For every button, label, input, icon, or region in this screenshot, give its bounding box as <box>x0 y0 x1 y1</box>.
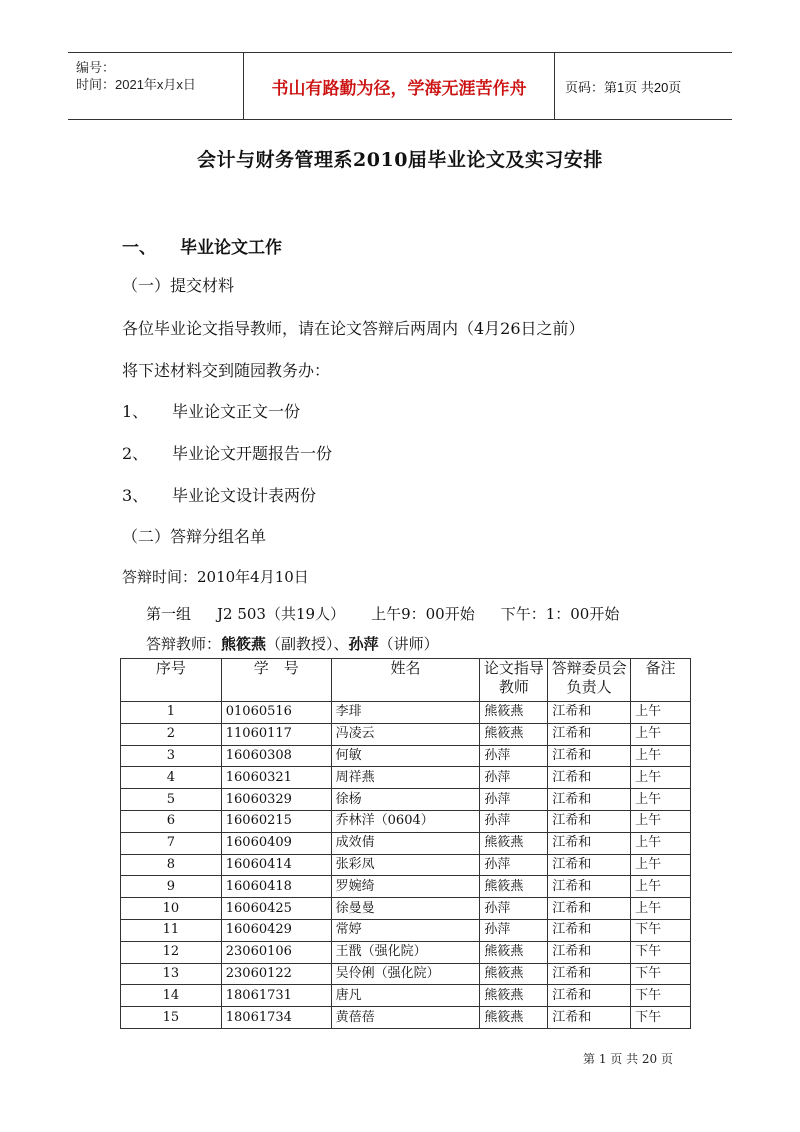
table-cell: 江希和 <box>548 745 631 767</box>
table-cell: 孙萍 <box>480 810 548 832</box>
teachers-label: 答辩教师： <box>146 635 222 653</box>
table-row <box>121 854 691 876</box>
table-cell: 16060329 <box>221 789 331 811</box>
column-header: 备注 <box>631 659 691 702</box>
column-header: 答辩委员会负责人 <box>548 659 631 702</box>
table-cell: 王戬（强化院） <box>331 941 480 963</box>
table-cell: 15 <box>121 1007 222 1029</box>
list-item-number: 1、 <box>122 402 149 421</box>
table-cell: 江希和 <box>548 789 631 811</box>
teacher-title: （副教授）、 <box>266 635 349 653</box>
list-item-text: 毕业论文开题报告一份 <box>172 444 333 463</box>
table-cell: 16060321 <box>221 767 331 789</box>
table-cell: 上午 <box>631 723 691 745</box>
teacher-name: 熊筱燕 <box>221 635 267 653</box>
table-cell: 熊筱燕 <box>480 941 548 963</box>
table-cell: 上午 <box>631 745 691 767</box>
table-cell: 常婷 <box>331 919 480 941</box>
table-cell: 4 <box>121 767 222 789</box>
table-cell: 罗婉绮 <box>331 876 480 898</box>
table-cell: 孙萍 <box>480 919 548 941</box>
table-cell: 吴伶俐（强化院） <box>331 963 480 985</box>
table-cell: 13 <box>121 963 222 985</box>
table-cell: 16060409 <box>221 832 331 854</box>
table-cell: 江希和 <box>548 941 631 963</box>
table-cell: 江希和 <box>548 723 631 745</box>
table-row <box>121 810 691 832</box>
table-cell: 12 <box>121 941 222 963</box>
table-cell: 11 <box>121 919 222 941</box>
defense-group-table <box>120 658 691 1029</box>
table-cell: 江希和 <box>548 876 631 898</box>
teacher-name: 孙萍 <box>348 635 379 653</box>
table-cell: 乔林洋（0604） <box>331 810 480 832</box>
table-row <box>121 789 691 811</box>
table-cell: 李琲 <box>331 702 480 724</box>
subsection-materials: （一）提交材料 <box>122 276 235 295</box>
paragraph-line-1: 各位毕业论文指导教师，请在论文答辩后两周内（4月26日之前） <box>122 319 585 338</box>
subsection-defense-groups: （二）答辩分组名单 <box>122 527 267 546</box>
table-cell: 熊筱燕 <box>480 832 548 854</box>
table-cell: 张彩凤 <box>331 854 480 876</box>
table-cell: 下午 <box>631 963 691 985</box>
table-cell: 23060122 <box>221 963 331 985</box>
list-item-number: 2、 <box>122 444 149 463</box>
table-cell: 何敏 <box>331 745 480 767</box>
table-cell: 江希和 <box>548 854 631 876</box>
table-cell: 下午 <box>631 985 691 1007</box>
table-cell: 18061734 <box>221 1007 331 1029</box>
table-header-row <box>121 659 691 702</box>
header-meta <box>68 53 243 119</box>
table-cell: 上午 <box>631 898 691 920</box>
list-item-text: 毕业论文设计表两份 <box>172 486 317 505</box>
defense-teachers <box>146 633 439 654</box>
table-cell: 上午 <box>631 789 691 811</box>
table-row <box>121 1007 691 1029</box>
column-header: 论文指导教师 <box>480 659 548 702</box>
table-cell: 江希和 <box>548 702 631 724</box>
section-number: 一、 <box>122 238 156 258</box>
group-name: 第一组 <box>146 605 192 623</box>
table-cell: 8 <box>121 854 222 876</box>
defense-time: 答辩时间：2010年4月10日 <box>122 568 309 586</box>
section-heading <box>122 233 282 258</box>
table-row <box>121 963 691 985</box>
table-cell: 江希和 <box>548 919 631 941</box>
table-cell: 孙萍 <box>480 789 548 811</box>
page-header <box>68 52 732 120</box>
table-cell: 上午 <box>631 810 691 832</box>
table-cell: 熊筱燕 <box>480 876 548 898</box>
table-row <box>121 745 691 767</box>
table-row <box>121 723 691 745</box>
column-header: 序号 <box>121 659 222 702</box>
table-cell: 上午 <box>631 876 691 898</box>
table-cell: 下午 <box>631 919 691 941</box>
table-cell: 孙萍 <box>480 854 548 876</box>
header-time: 时间：2021年x月x日 <box>76 77 196 92</box>
table-cell: 14 <box>121 985 222 1007</box>
table-cell: 18061731 <box>221 985 331 1007</box>
list-item-number: 3、 <box>122 486 149 505</box>
column-header: 学 号 <box>221 659 331 702</box>
table-cell: 孙萍 <box>480 767 548 789</box>
table-cell: 熊筱燕 <box>480 963 548 985</box>
table-cell: 徐曼曼 <box>331 898 480 920</box>
teacher-title: （讲师） <box>378 635 439 653</box>
table-cell: 16060308 <box>221 745 331 767</box>
table-cell: 孙萍 <box>480 745 548 767</box>
table-cell: 3 <box>121 745 222 767</box>
table-cell: 1 <box>121 702 222 724</box>
table-cell: 6 <box>121 810 222 832</box>
table-cell: 江希和 <box>548 810 631 832</box>
table-cell: 上午 <box>631 832 691 854</box>
paragraph-line-2: 将下述材料交到随园教务办： <box>122 361 331 380</box>
table-cell: 唐凡 <box>331 985 480 1007</box>
table-cell: 熊筱燕 <box>480 702 548 724</box>
table-row <box>121 832 691 854</box>
list-item-text: 毕业论文正文一份 <box>172 402 301 421</box>
table-cell: 江希和 <box>548 832 631 854</box>
table-cell: 冯凌云 <box>331 723 480 745</box>
table-cell: 01060516 <box>221 702 331 724</box>
table-cell: 熊筱燕 <box>480 723 548 745</box>
table-cell: 熊筱燕 <box>480 985 548 1007</box>
table-cell: 下午 <box>631 941 691 963</box>
group-afternoon-time: 下午：1：00开始 <box>500 605 620 623</box>
section-title: 毕业论文工作 <box>180 238 282 258</box>
table-cell: 成效倩 <box>331 832 480 854</box>
table-cell: 江希和 <box>548 767 631 789</box>
table-cell: 江希和 <box>548 985 631 1007</box>
table-cell: 上午 <box>631 854 691 876</box>
table-cell: 16060215 <box>221 810 331 832</box>
list-item <box>122 483 316 506</box>
document-title: 会计与财务管理系2010届毕业论文及实习安排 <box>197 149 603 171</box>
list-item <box>122 399 300 422</box>
table-cell: 16060414 <box>221 854 331 876</box>
table-cell: 上午 <box>631 767 691 789</box>
table-cell: 江希和 <box>548 898 631 920</box>
table-cell: 10 <box>121 898 222 920</box>
table-cell: 5 <box>121 789 222 811</box>
table-row <box>121 767 691 789</box>
table-cell: 2 <box>121 723 222 745</box>
table-cell: 江希和 <box>548 963 631 985</box>
table-row <box>121 919 691 941</box>
table-cell: 16060425 <box>221 898 331 920</box>
table-cell: 徐杨 <box>331 789 480 811</box>
table-cell: 7 <box>121 832 222 854</box>
table-cell: 11060117 <box>221 723 331 745</box>
table-row <box>121 876 691 898</box>
table-row <box>121 985 691 1007</box>
table-cell: 16060418 <box>221 876 331 898</box>
group-morning-time: 上午9：00开始 <box>371 605 475 623</box>
table-cell: 江希和 <box>548 1007 631 1029</box>
table-cell: 上午 <box>631 702 691 724</box>
group-info <box>146 603 645 624</box>
table-cell: 下午 <box>631 1007 691 1029</box>
header-number: 编号： <box>76 60 116 75</box>
group-room: J2 503（共19人） <box>217 605 346 623</box>
table-cell: 9 <box>121 876 222 898</box>
header-motto: 书山有路勤为径，学海无涯苦作舟 <box>243 53 555 119</box>
header-page-number: 页码：第1页 共20页 <box>565 79 682 95</box>
table-row <box>121 898 691 920</box>
column-header: 姓名 <box>331 659 480 702</box>
list-item <box>122 441 332 464</box>
table-cell: 熊筱燕 <box>480 1007 548 1029</box>
table-row <box>121 941 691 963</box>
table-cell: 孙萍 <box>480 898 548 920</box>
table-row <box>121 702 691 724</box>
table-cell: 16060429 <box>221 919 331 941</box>
page-footer: 第 1 页 共 20 页 <box>583 1052 673 1066</box>
table-cell: 黄蓓蓓 <box>331 1007 480 1029</box>
table-cell: 周祥燕 <box>331 767 480 789</box>
table-cell: 23060106 <box>221 941 331 963</box>
